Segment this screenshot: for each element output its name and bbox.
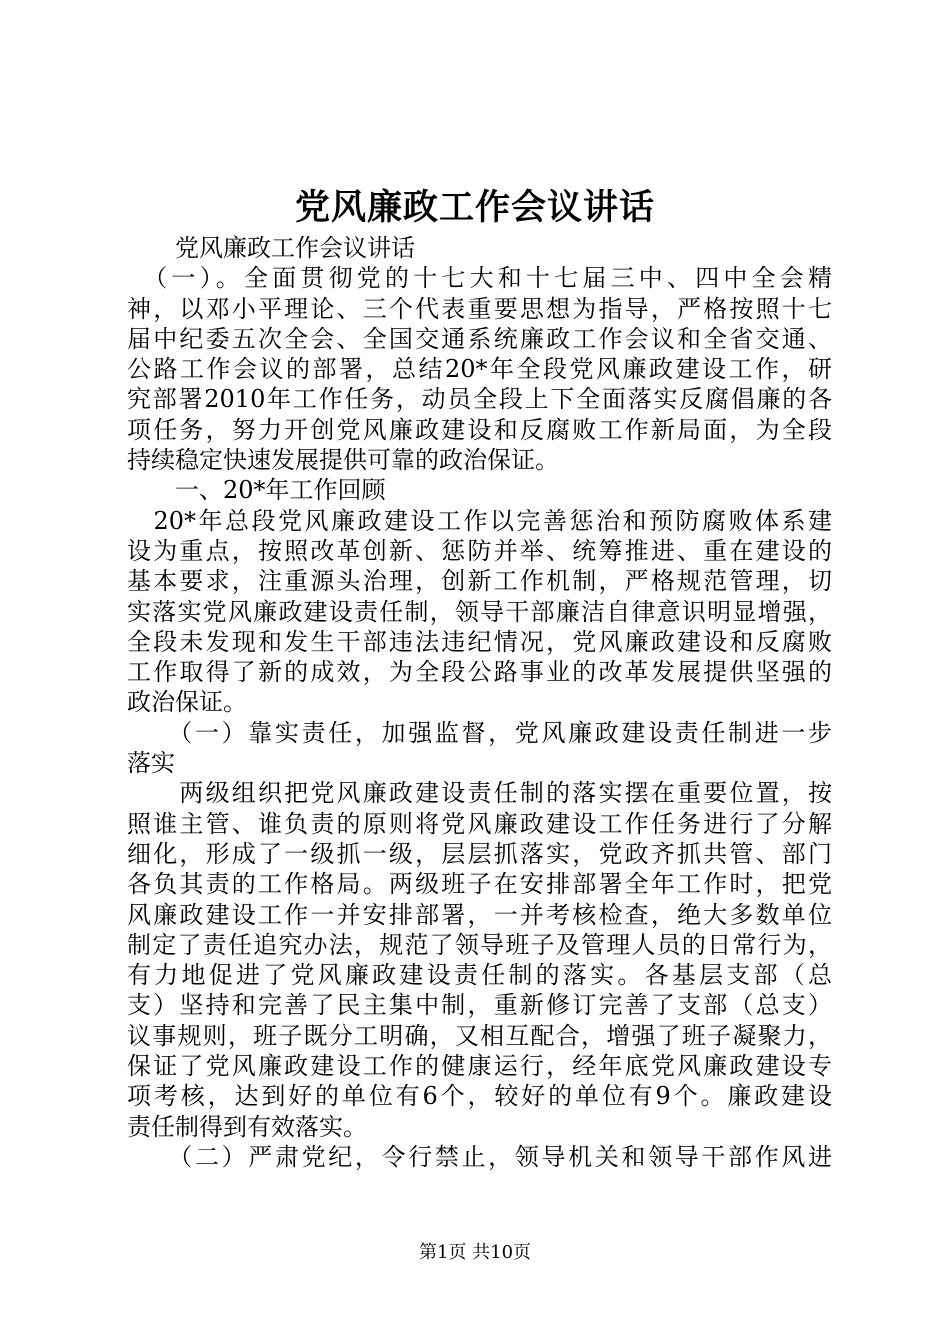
body-line: 持续稳定快速发展提供可靠的政治保证。	[127, 446, 559, 475]
body-line: 两级组织把党风廉政建设责任制的落实摆在重要位置，按	[127, 779, 832, 808]
body-line: 政治保证。	[127, 688, 247, 717]
body-line: 20*年总段党风廉政建设工作以完善惩治和预防腐败体系建	[127, 506, 832, 535]
body-line: 公路工作会议的部署，总结20*年全段党风廉政建设工作，研	[127, 355, 832, 384]
body-line: 实落实党风廉政建设责任制，领导干部廉洁自律意识明显增强，	[127, 597, 832, 626]
body-line: 有力地促进了党风廉政建设责任制的落实。各基层支部（总	[127, 961, 832, 990]
document-title: 党风廉政工作会议讲话	[294, 187, 655, 228]
body-line: 落实	[127, 749, 175, 778]
body-line: 神，以邓小平理论、三个代表重要思想为指导，严格按照十七	[127, 294, 832, 323]
body-line: 党风廉政工作会议讲话	[127, 234, 415, 262]
body-line: 制定了责任追究办法，规范了领导班子及管理人员的日常行为，	[127, 930, 832, 959]
body-line: 风廉政建设工作一并安排部署，一并考核检查，绝大多数单位	[127, 900, 832, 929]
document-body	[127, 233, 832, 1172]
body-line: 全段未发现和发生干部违法违纪情况，党风廉政建设和反腐败	[127, 627, 832, 656]
body-line: 设为重点，按照改革创新、惩防并举、统筹推进、重在建设的	[127, 536, 832, 565]
body-line: 届中纪委五次全会、全国交通系统廉政工作会议和全省交通、	[127, 324, 832, 353]
body-line: （二）严肃党纪，令行禁止，领导机关和领导干部作风进	[127, 1142, 832, 1171]
body-line: 工作取得了新的成效，为全段公路事业的改革发展提供坚强的	[127, 658, 832, 687]
body-line: 一、20*年工作回顾	[127, 476, 386, 505]
body-line: （一）靠实责任，加强监督，党风廉政建设责任制进一步	[127, 718, 832, 747]
body-line: 究部署2010年工作任务，动员全段上下全面落实反腐倡廉的各	[127, 385, 832, 414]
body-line: 各负其责的工作格局。两级班子在安排部署全年工作时，把党	[127, 870, 832, 899]
body-line: 项考核，达到好的单位有6个，较好的单位有9个。廉政建设	[127, 1082, 832, 1111]
body-line: 保证了党风廉政建设工作的健康运行，经年底党风廉政建设专	[127, 1052, 832, 1081]
body-line: （一）。全面贯彻党的十七大和十七届三中、四中全会精	[127, 264, 832, 293]
body-line: 细化，形成了一级抓一级，层层抓落实，党政齐抓共管、部门	[127, 839, 832, 868]
body-line: 基本要求，注重源头治理，创新工作机制，严格规范管理，切	[127, 567, 832, 596]
body-line: 项任务，努力开创党风廉政建设和反腐败工作新局面，为全段	[127, 415, 832, 444]
body-line: 责任制得到有效落实。	[127, 1112, 367, 1141]
page-footer: 第1页 共10页	[418, 1242, 532, 1263]
body-line: 议事规则，班子既分工明确，又相互配合，增强了班子凝聚力，	[127, 1021, 832, 1050]
body-line: 照谁主管、谁负责的原则将党风廉政建设工作任务进行了分解	[127, 809, 832, 838]
body-line: 支）坚持和完善了民主集中制，重新修订完善了支部（总支）	[127, 991, 832, 1020]
